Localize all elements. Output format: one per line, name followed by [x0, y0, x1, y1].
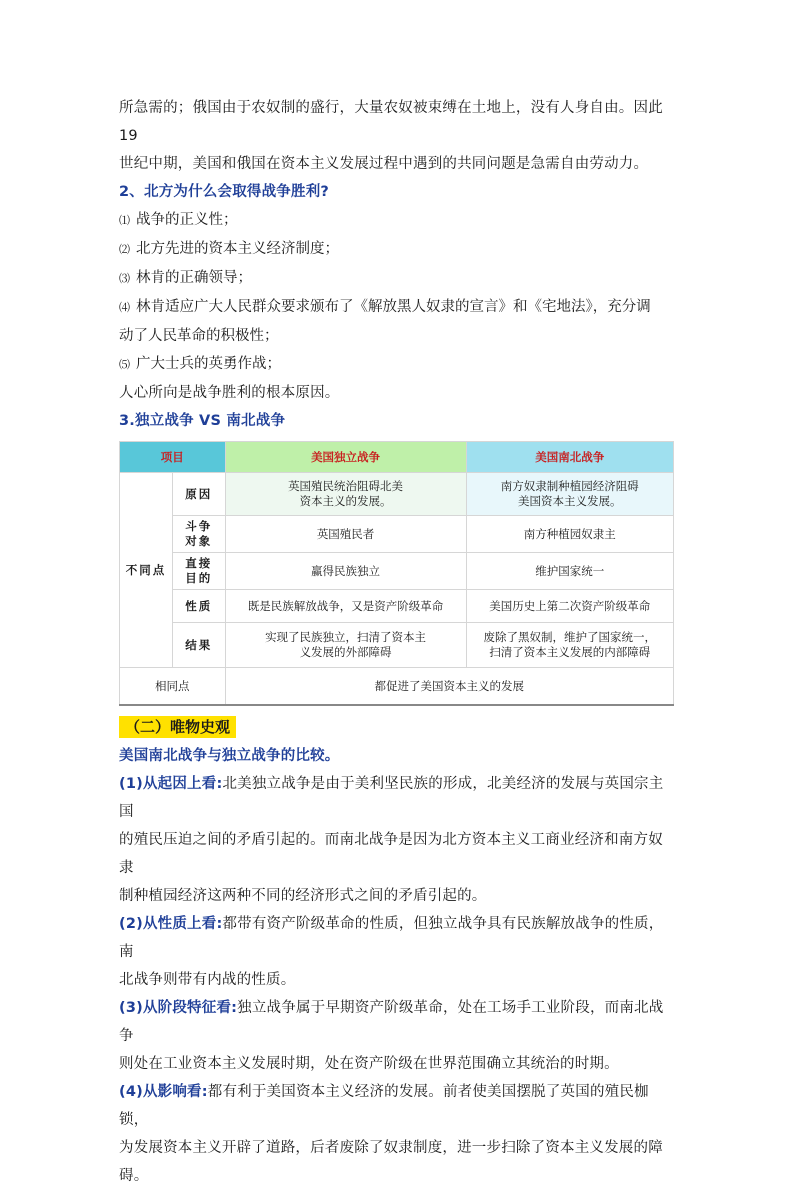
list-item: [119, 235, 675, 264]
item-number: ⑴: [119, 214, 130, 227]
intro-line-2: 世纪中期，美国和俄国在资本主义发展过程中遇到的共同问题是急需自由劳动力。: [119, 156, 649, 172]
point-4-cont: 为发展资本主义开辟了道路，后者废除了奴隶制度，进一步扫除了资本主义发展的障碍。: [119, 1140, 663, 1184]
label-line: 斗争: [185, 519, 213, 533]
section-2-header: [119, 716, 675, 738]
cell-line: 义发展的外部障碍: [299, 645, 392, 659]
cell-line: 扫清了资本主义发展的内部障碍: [489, 645, 651, 659]
header-item: 项目: [120, 442, 226, 473]
table-row: [120, 623, 674, 668]
item-text: 林肯适应广大人民群众要求颁布了《解放黑人奴隶的宣言》和《宅地法》，充分调: [136, 299, 651, 315]
cell-line: 英国殖民统治阻碍北美: [288, 479, 404, 493]
group-similarity: 相同点: [120, 668, 226, 706]
item-number: ⑵: [119, 243, 130, 256]
item-text: 广大士兵的英勇作战；: [136, 356, 281, 372]
cell-a: 赢得民族独立: [225, 553, 466, 590]
header-independence-war: 美国独立战争: [225, 442, 466, 473]
intro-line-1: 所急需的；俄国由于农奴制的盛行，大量农奴被束缚在土地上，没有人身自由。因此 19: [119, 100, 663, 144]
point-text: 北美独立战争是由于美利坚民族的形成，北美经济的发展与英国宗主国: [119, 776, 664, 820]
point-2: [119, 910, 675, 966]
label-line: 目的: [185, 571, 213, 585]
item-number: ⑸: [119, 358, 130, 371]
list-item: [119, 293, 675, 322]
document-page: [119, 94, 675, 1190]
item-number: ⑶: [119, 272, 130, 285]
cell-line: 实现了民族独立，扫清了资本主: [265, 630, 427, 644]
row-label-nature: 性质: [173, 590, 226, 623]
cell-line: 废除了黑奴制，维护了国家统一，: [483, 630, 657, 644]
table-row: [120, 590, 674, 623]
cell-b: 南方种植园奴隶主: [466, 516, 673, 553]
conclusion: 人心所向是战争胜利的根本原因。: [119, 385, 340, 401]
item-text: 林肯的正确领导；: [136, 270, 252, 286]
list-item: [119, 206, 675, 235]
point-2-cont: 北战争则带有内战的性质。: [119, 972, 296, 988]
row-label-result: 结果: [173, 623, 226, 668]
item-number: ⑷: [119, 301, 130, 314]
cell-a: [225, 473, 466, 516]
list-item: [119, 264, 675, 293]
section-tag: （二）唯物史观: [119, 716, 236, 738]
point-lead: (2)从性质上看:: [119, 916, 223, 932]
item-text: 动了人民革命的积极性；: [119, 328, 279, 344]
label-line: 对象: [185, 534, 213, 548]
table-row: [120, 668, 674, 706]
table-row: [120, 473, 674, 516]
cell-a: 既是民族解放战争，又是资产阶级革命: [225, 590, 466, 623]
point-3-cont: 则处在工业资本主义发展时期，处在资产阶级在世界范围确立其统治的时期。: [119, 1056, 619, 1072]
list-item: [119, 350, 675, 379]
section-2-subtitle: 美国南北战争与独立战争的比较。: [119, 748, 340, 764]
point-text: 独立战争属于早期资产阶级革命，处在工场手工业阶段，而南北战争: [119, 1000, 664, 1044]
table-header-row: [120, 442, 674, 473]
point-lead: (4)从影响看:: [119, 1084, 208, 1100]
item-text: 战争的正义性；: [136, 212, 238, 228]
point-lead: (3)从阶段特征看:: [119, 1000, 238, 1016]
point-4: [119, 1078, 675, 1134]
row-label-goal: [173, 553, 226, 590]
cell-b: [466, 473, 673, 516]
item-text: 北方先进的资本主义经济制度；: [136, 241, 339, 257]
header-civil-war: 美国南北战争: [466, 442, 673, 473]
cell-line: 美国资本主义发展。: [518, 494, 622, 508]
cell-b: [466, 623, 673, 668]
cell-b: 维护国家统一: [466, 553, 673, 590]
label-line: 直接: [185, 556, 213, 570]
table-row: [120, 553, 674, 590]
cell-a: [225, 623, 466, 668]
question-2-title: 2、北方为什么会取得战争胜利?: [119, 184, 329, 200]
cell-b: 美国历史上第二次资产阶级革命: [466, 590, 673, 623]
point-1: [119, 770, 675, 826]
point-1-cont: 制种植园经济这两种不同的经济形式之间的矛盾引起的。: [119, 888, 487, 904]
cell-line: 南方奴隶制种植园经济阻碍: [500, 479, 639, 493]
group-differences: 不同点: [120, 473, 173, 668]
point-text: 都有利于美国资本主义经济的发展。前者使美国摆脱了英国的殖民枷锁，: [119, 1084, 649, 1128]
point-text: 都带有资产阶级革命的性质，但独立战争具有民族解放战争的性质，南: [119, 916, 664, 960]
comparison-table: [119, 441, 674, 706]
row-label-opponent: [173, 516, 226, 553]
list-item-continued: [119, 322, 675, 350]
question-3-title: 3.独立战争 VS 南北战争: [119, 413, 286, 429]
row-label-reason: 原因: [173, 473, 226, 516]
point-lead: (1)从起因上看:: [119, 776, 223, 792]
point-3: [119, 994, 675, 1050]
cell-same: 都促进了美国资本主义的发展: [225, 668, 673, 706]
cell-line: 资本主义的发展。: [299, 494, 392, 508]
table-row: [120, 516, 674, 553]
point-1-cont: 的殖民压迫之间的矛盾引起的。而南北战争是因为北方资本主义工商业经济和南方奴隶: [119, 832, 663, 876]
cell-a: 英国殖民者: [225, 516, 466, 553]
